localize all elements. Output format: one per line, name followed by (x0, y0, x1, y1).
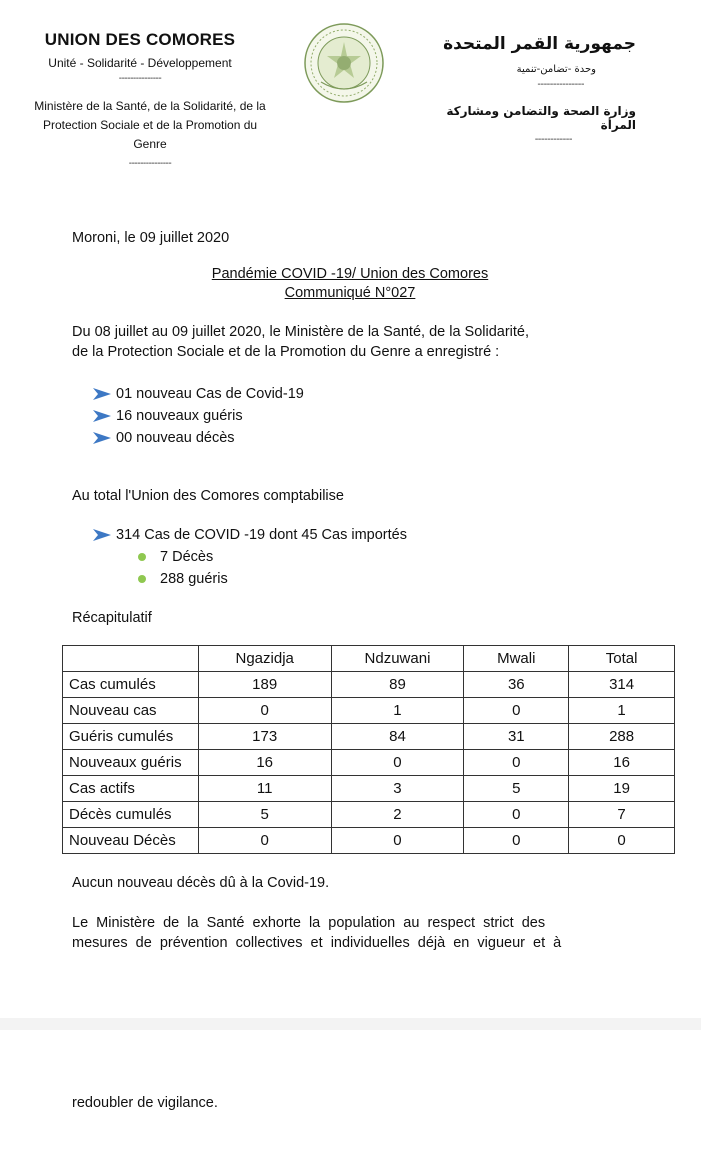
table-header-cell: Ndzuwani (331, 646, 464, 672)
total-intro: Au total l'Union des Comores comptabilise (72, 488, 344, 504)
daily-list (92, 383, 304, 449)
table-header-cell: Mwali (464, 646, 569, 672)
daily-item-text: 01 nouveau Cas de Covid-19 (116, 386, 304, 402)
table-cell: 0 (198, 828, 331, 854)
header-left (20, 30, 260, 84)
arrow-bullet-icon (92, 528, 112, 542)
list-item (92, 383, 304, 405)
table-cell: 288 (569, 724, 675, 750)
header-right (420, 34, 636, 145)
table-cell: 0 (464, 750, 569, 776)
daily-item-text: 00 nouveau décès (116, 430, 235, 446)
ministry-line: Genre (133, 137, 167, 151)
table-row (63, 828, 675, 854)
table-cell: 36 (464, 672, 569, 698)
page-break (0, 1018, 701, 1030)
table-cell: 0 (464, 698, 569, 724)
list-item (92, 427, 304, 449)
arrow-bullet-icon (92, 431, 112, 445)
separator: ------------ (534, 134, 572, 145)
separator: --------------- (118, 73, 162, 84)
intro-line: de la Protection Sociale et de la Promotion du Genre a enregistré : (72, 344, 500, 360)
total-list (92, 524, 407, 590)
green-dot-icon (138, 553, 146, 561)
list-item (92, 568, 407, 590)
list-item (92, 546, 407, 568)
date-line: Moroni, le 09 juillet 2020 (72, 230, 230, 246)
ministry-ar: وزارة الصحة والتضامن ومشاركة المرأة (446, 104, 636, 132)
table-cell: 5 (464, 776, 569, 802)
arrow-bullet-icon (92, 387, 112, 401)
row-label-cell: Cas cumulés (63, 672, 199, 698)
table-cell: 11 (198, 776, 331, 802)
table-cell: 0 (464, 828, 569, 854)
communique-title (150, 265, 550, 303)
green-dot-icon (138, 575, 146, 583)
daily-item-text: 16 nouveaux guéris (116, 408, 243, 424)
table-cell: 0 (198, 698, 331, 724)
table-cell: 0 (331, 828, 464, 854)
total-sub-text: 288 guéris (160, 571, 228, 587)
table-cell: 5 (198, 802, 331, 828)
table-row (63, 724, 675, 750)
national-seal-icon (303, 22, 385, 104)
country-name-ar: جمهورية القمر المتحدة (443, 34, 636, 54)
row-label-cell: Guéris cumulés (63, 724, 199, 750)
ministry-line: Protection Sociale et de la Promotion du (42, 118, 258, 132)
no-death-line: Aucun nouveau décès dû à la Covid-19. (72, 875, 330, 891)
row-label-cell: Décès cumulés (63, 802, 199, 828)
country-name-fr: UNION DES COMORES (44, 30, 236, 49)
table-row (63, 776, 675, 802)
title-line: Communiqué N°027 (284, 285, 416, 301)
closing-line: redoubler de vigilance. (72, 1095, 218, 1111)
table-cell: 0 (569, 828, 675, 854)
list-item (92, 524, 407, 546)
table-cell: 2 (331, 802, 464, 828)
table-cell: 7 (569, 802, 675, 828)
total-main-text: 314 Cas de COVID -19 dont 45 Cas importés (116, 527, 407, 543)
table-cell: 3 (331, 776, 464, 802)
table-header-cell: Ngazidja (198, 646, 331, 672)
table-cell: 314 (569, 672, 675, 698)
recap-label: Récapitulatif (72, 610, 152, 626)
table-cell: 0 (331, 750, 464, 776)
ministry-fr (0, 97, 300, 173)
table-header-row (63, 646, 675, 672)
table-cell: 0 (464, 802, 569, 828)
table-cell: 16 (198, 750, 331, 776)
ministry-line: Ministère de la Santé, de la Solidarité, de la (34, 99, 266, 113)
table-row (63, 698, 675, 724)
table-cell: 19 (569, 776, 675, 802)
table-row (63, 802, 675, 828)
intro-paragraph (72, 322, 672, 362)
table-cell: 173 (198, 724, 331, 750)
table-row (63, 750, 675, 776)
table-header-cell: Total (569, 646, 675, 672)
title-line: Pandémie COVID -19/ Union des Comores (211, 266, 489, 282)
table-cell: 189 (198, 672, 331, 698)
row-label-cell: Nouveaux guéris (63, 750, 199, 776)
table-cell: 89 (331, 672, 464, 698)
row-label-cell: Nouveau Décès (63, 828, 199, 854)
row-label-cell: Nouveau cas (63, 698, 199, 724)
exhort-line: Le Ministère de la Santé exhorte la population au respect strict des (72, 915, 546, 931)
table-row (63, 672, 675, 698)
recap-table (62, 645, 675, 854)
table-cell: 16 (569, 750, 675, 776)
row-label-cell: Cas actifs (63, 776, 199, 802)
table-cell: 84 (331, 724, 464, 750)
exhort-paragraph (72, 913, 672, 953)
table-header-cell (63, 646, 199, 672)
motto-ar: وحدة -تضامن-تنمية (516, 64, 596, 75)
total-sub-text: 7 Décès (160, 549, 214, 565)
table-cell: 1 (569, 698, 675, 724)
arrow-bullet-icon (92, 409, 112, 423)
motto-fr: Unité - Solidarité - Développement (48, 56, 232, 70)
table-cell: 1 (331, 698, 464, 724)
separator: --------------- (128, 158, 172, 169)
exhort-line: mesures de prévention collectives et individuelles déjà en vigueur et à (72, 935, 562, 951)
separator: --------------- (537, 79, 584, 90)
table-cell: 31 (464, 724, 569, 750)
intro-line: Du 08 juillet au 09 juillet 2020, le Ministère de la Santé, de la Solidarité, (72, 324, 530, 340)
list-item (92, 405, 304, 427)
